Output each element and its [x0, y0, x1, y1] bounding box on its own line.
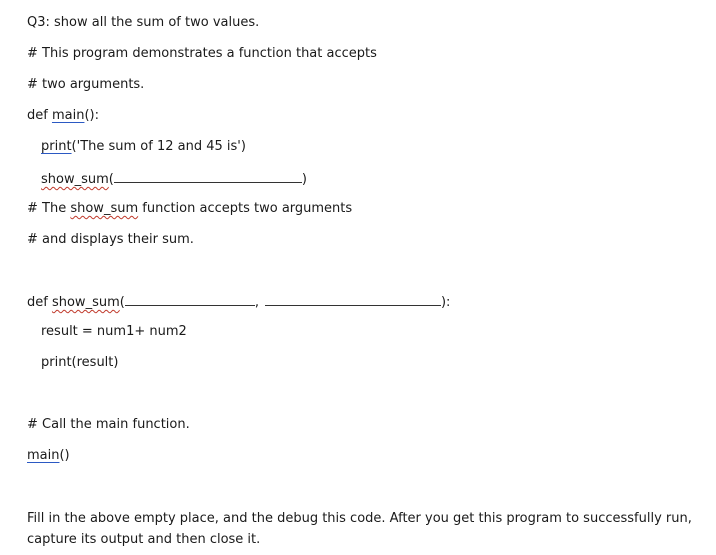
fill-in-blank-param1[interactable]: [125, 293, 255, 306]
call-close-paren: ): [301, 172, 307, 187]
call-open-paren: (: [108, 172, 114, 187]
def-close: ):: [440, 295, 451, 310]
main-call-name: main: [27, 448, 60, 463]
fill-in-blank-param2[interactable]: [265, 293, 441, 306]
show-sum-call-name: show_sum: [41, 172, 109, 187]
main-function-name: main: [51, 108, 85, 123]
code-comment-line: # Call the main function.: [27, 417, 190, 432]
print-keyword: print: [41, 139, 72, 154]
code-comment-line: # two arguments.: [27, 77, 145, 92]
def-main-line: [27, 108, 99, 124]
def-main-suffix: ():: [84, 108, 99, 123]
print-argument: ('The sum of 12 and 45 is'): [71, 139, 246, 154]
print-result-line: print(result): [41, 355, 119, 370]
code-comment-line: [27, 201, 352, 217]
def-open-paren: (: [119, 295, 125, 310]
def-show-sum-line: [27, 293, 450, 311]
show-sum-ref: show_sum: [70, 201, 139, 216]
def-keyword: def: [27, 295, 52, 310]
show-sum-def-name: show_sum: [51, 295, 120, 310]
print-line: [41, 139, 246, 155]
code-comment-line: # and displays their sum.: [27, 232, 194, 247]
show-sum-call-line: [41, 170, 307, 188]
fill-in-blank[interactable]: [114, 170, 302, 183]
code-comment-line: # This program demonstrates a function that accepts: [27, 46, 377, 61]
param-comma: ,: [254, 295, 259, 310]
result-line: result = num1+ num2: [41, 324, 187, 339]
main-call-line: [27, 448, 70, 464]
comment-text: # The: [27, 201, 71, 216]
main-call-parens: (): [59, 448, 70, 463]
comment-text: function accepts two arguments: [138, 201, 353, 216]
instructions-paragraph: Fill in the above empty place, and the debug this code. After you get this program to successfully run, capture its output and then close it.: [27, 511, 692, 547]
question-heading: Q3: show all the sum of two values.: [27, 15, 260, 30]
def-keyword: def: [27, 108, 52, 123]
